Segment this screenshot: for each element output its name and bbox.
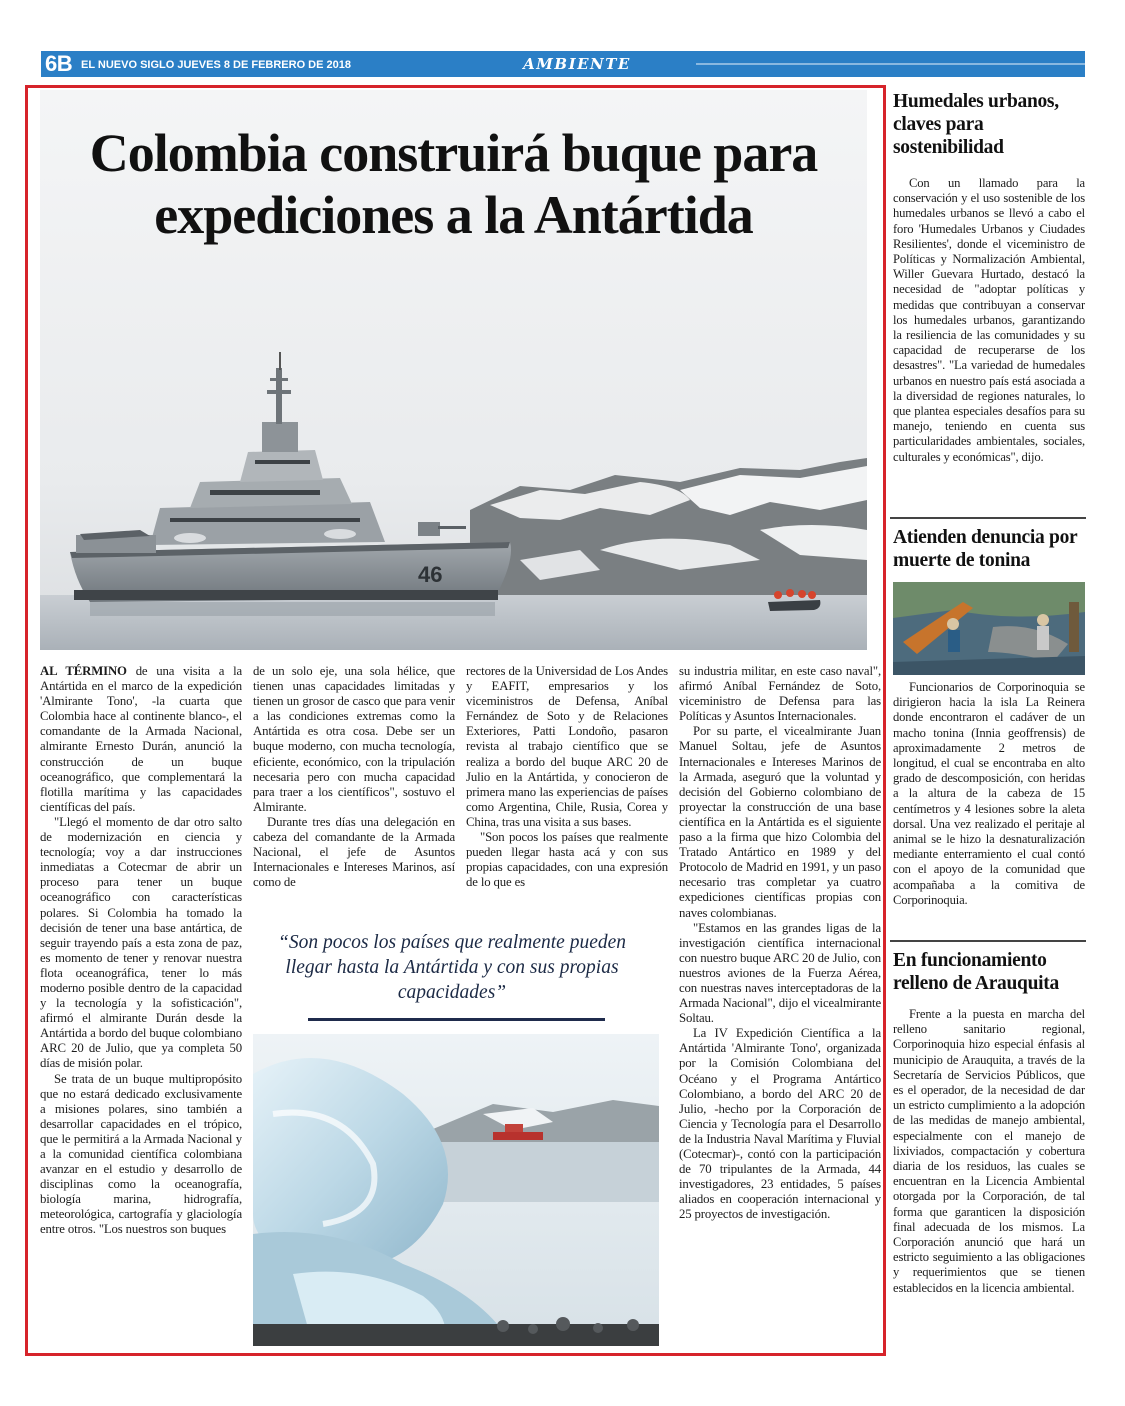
headline-line-1: Colombia construirá buque para <box>89 123 818 183</box>
pull-quote-underline <box>308 1018 605 1021</box>
river-rescue-illustration <box>893 582 1085 675</box>
page-number: 6B <box>45 51 73 76</box>
sidebar-story-title: En funcionamiento relleno de Arauquita <box>893 950 1059 994</box>
article-paragraph: AL TÉRMINO de una visita a la Antártida en el marco de la expedición 'Almirante Tono', -la cuarta que Colombia hace al continente blanco-, el comandante de la Armada Nacional, almirante Ernesto Durán, anunció la construcción de un buque oceanográfico, que complementará la flotilla marítima y las capacidades científicas del país. <box>40 664 242 814</box>
header-divider <box>696 63 1085 65</box>
publication-date-line: EL NUEVO SIGLO JUEVES 8 DE FEBRERO DE 2018 <box>81 59 351 71</box>
main-headline <box>40 122 867 246</box>
lead-in: AL TÉRMINO <box>40 664 127 678</box>
sidebar-divider <box>890 517 1086 519</box>
article-paragraph: La IV Expedición Científica a la Antártida 'Almirante Tono', organizada por la Comisión Colombiana del Océano y el Programa Antártico Colombiano, a bordo del ARC 20 de Julio, -hecho por la Corporación de Ciencia y Tecnología para el Desarrollo de la Industria Naval Marítima y Fluvial (Cotecmar)-, contó con la participación de 70 tripulantes de la Armada, 44 investigadores, 23 entidades, 5 países aliados en cooperación internacional y 25 proyectos de investigación. <box>679 1026 881 1222</box>
article-paragraph: Se trata de un buque multipropósito que no estará dedicado exclusivamente a misiones polares, sino también a desarrollar capacidades en el trópico, que le permitirá a la Armada Nacional y a la comunidad científica colombiana avanzar en el estudio y desarrollo de disciplinas como la oceanografía, biología marina, hidrografía, meteorológica, cartografía y glaciología entre otros. "Los nuestros son buques <box>40 1071 242 1237</box>
sidebar-story-text: Frente a la puesta en marcha del relleno sanitario regional, Corporinoquia hizo especial énfasis al municipio de Arauquita, a través de la Secretaría de Servicios Públicos, que es el operador, de la necesidad de dar un estricto cumplimiento a la adopción de las medidas de manejo ambiental, especialmente con el manejo de lixiviados, compactación y cobertura diaria de los residuos, las cuales se encuentran en la Licencia Ambiental otorgada por la Corporación, de tal forma que garanticen la disposición final adecuada de los mismos. La Corporación anunció que hará un estricto seguimiento a las obligaciones y requerimientos que se tienen establecidos en la licencia ambiental. <box>893 1007 1085 1295</box>
section-header-bar <box>41 51 1085 77</box>
sidebar-story-text: Funcionarios de Corporinoquia se dirigieron hacia la isla La Reinera donde encontraron el cadáver de un macho tonina (Innia geoffrensis) de aproximadamente 2 metros de longitud, el cual se encontraba en alto grado de descomposición, con heridas a la altura de la cabeza de 15 centímetros y 4 lesiones sobre la aleta dorsal. Una vez realizado el peritaje al animal se le hizo la desnaturalización mediante enterramiento el cual contó con el apoyo de la comunidad que acompañaba a la comitiva de Corporinoquia. <box>893 680 1085 907</box>
article-paragraph: "Llegó el momento de dar otro salto de modernización en ciencia y tecnología; voy a dar instrucciones inmediatas a Cotecmar de abrir un proceso para tener un buque oceanográfico con características polares. Si Colombia ha tomado la decisión de tener una base antártica, de seguir trayendo país a esta zona de paz, es momento de tener y renovar nuestra flota oceanográfica, tener lo más moderno posible dentro de la capacidad y la tecnología y la sofisticación", afirmó el almirante Durán desde la Antártida a bordo del buque colombiano ARC 20 de Julio, que ya completa 50 días de misión polar. <box>40 814 242 1071</box>
sidebar-story-title: Atienden denuncia por muerte de tonina <box>893 527 1078 571</box>
sidebar-story-text: Con un llamado para la conservación y el uso sostenible de los humedales urbanos se llevó a cabo el foro 'Humedales Urbanos y Ciudades Resilientes', donde el viceministro de Políticas y Normalización Ambiental, Willer Guevara Hurtado, destacó la necesidad de "adoptar políticas y medidas que contribuyan a conservar los humedales urbanos, garantizando la resiliencia de las comunidades y su capacidad de recuperarse de los desastres". "La variedad de humedales urbanos en nuestro país está asociada a la diversidad de regiones naturales, lo que plantea especiales desafíos para su manejo, teniendo en cuenta sus particularidades ambientales, sociales, culturales y económicas", dijo. <box>893 176 1085 464</box>
tonina-photo <box>893 582 1085 675</box>
article-paragraph: su industria militar, en este caso naval", afirmó Aníbal Fernández de Soto, viceministro de Defensa para las Políticas y Asuntos Internacionales. <box>679 664 881 724</box>
pull-quote: “Son pocos los países que realmente pueden llegar hasta la Antártida y con sus propias capacidades” <box>277 932 627 1003</box>
article-column-3 <box>466 664 668 922</box>
hull-number: 46 <box>418 562 443 587</box>
headline-line-2: expediciones a la Antártida <box>154 185 753 245</box>
article-paragraph: Por su parte, el vicealmirante Juan Manuel Soltau, jefe de Asuntos Internacionales e Intereses Marinos de la Armada, aseguró que la voluntad y decisión del Gobierno colombiano de proyectar la construcción de una base científica en la Antártida es el siguiente paso a la firma que hizo Colombia del Tratado Antártico en 1989 y del Protocolo de Madrid en 1991, y un paso necesario tras completar ya cuatro expediciones científicas propias con naves colombianas. <box>679 724 881 920</box>
article-column-4 <box>679 664 881 1344</box>
article-paragraph: de un solo eje, una sola hélice, que tienen unas capacidades limitadas y tienen un grosor de casco que para venir a las condiciones extremas como la Antártida es otra cosa. Debe ser un buque moderno, con mucha tecnología, eficiente, económico, con la tripulación necesaria pero con mucha capacidad para traer a los científicos", sostuvo el Almirante. <box>253 664 455 814</box>
sidebar-story-title: Humedales urbanos, claves para sostenibilidad <box>893 91 1059 158</box>
ice-photo <box>253 1034 659 1346</box>
glacier-ice-illustration <box>253 1034 659 1346</box>
article-paragraph: "Estamos en las grandes ligas de la investigación científica internacional con nuestro buque ARC 20 de Julio, con nuestros aviones de la Fuerza Aérea, con nuestras naves interceptadoras de la Armada Nacional", dijo el vicealmirante Soltau. <box>679 920 881 1026</box>
section-name: AMBIENTE <box>523 55 631 73</box>
sidebar-divider <box>890 940 1086 942</box>
article-paragraph: "Son pocos los países que realmente pueden llegar hasta acá y con sus propias capacidades, con una expresión de lo que es <box>466 830 668 890</box>
article-paragraph: rectores de la Universidad de Los Andes y EAFIT, empresarios y los viceministros de Defensa, Aníbal Fernández de Soto y de Relaciones Exteriores, Patti Londoño, pasaron revista al trabajo científico que se realiza a bordo del buque ARC 20 de Julio en la Antártida, y conocieron de primera mano las experiencias de países como Argentina, Chile, Rusia, Corea y China, tras una visita a sus bases. <box>466 664 668 829</box>
article-paragraph: Durante tres días una delegación en cabeza del comandante de la Armada Nacional, el jefe de Asuntos Internacionales e Intereses Marinos, así como de <box>253 814 455 890</box>
article-column-1 <box>40 664 242 1344</box>
